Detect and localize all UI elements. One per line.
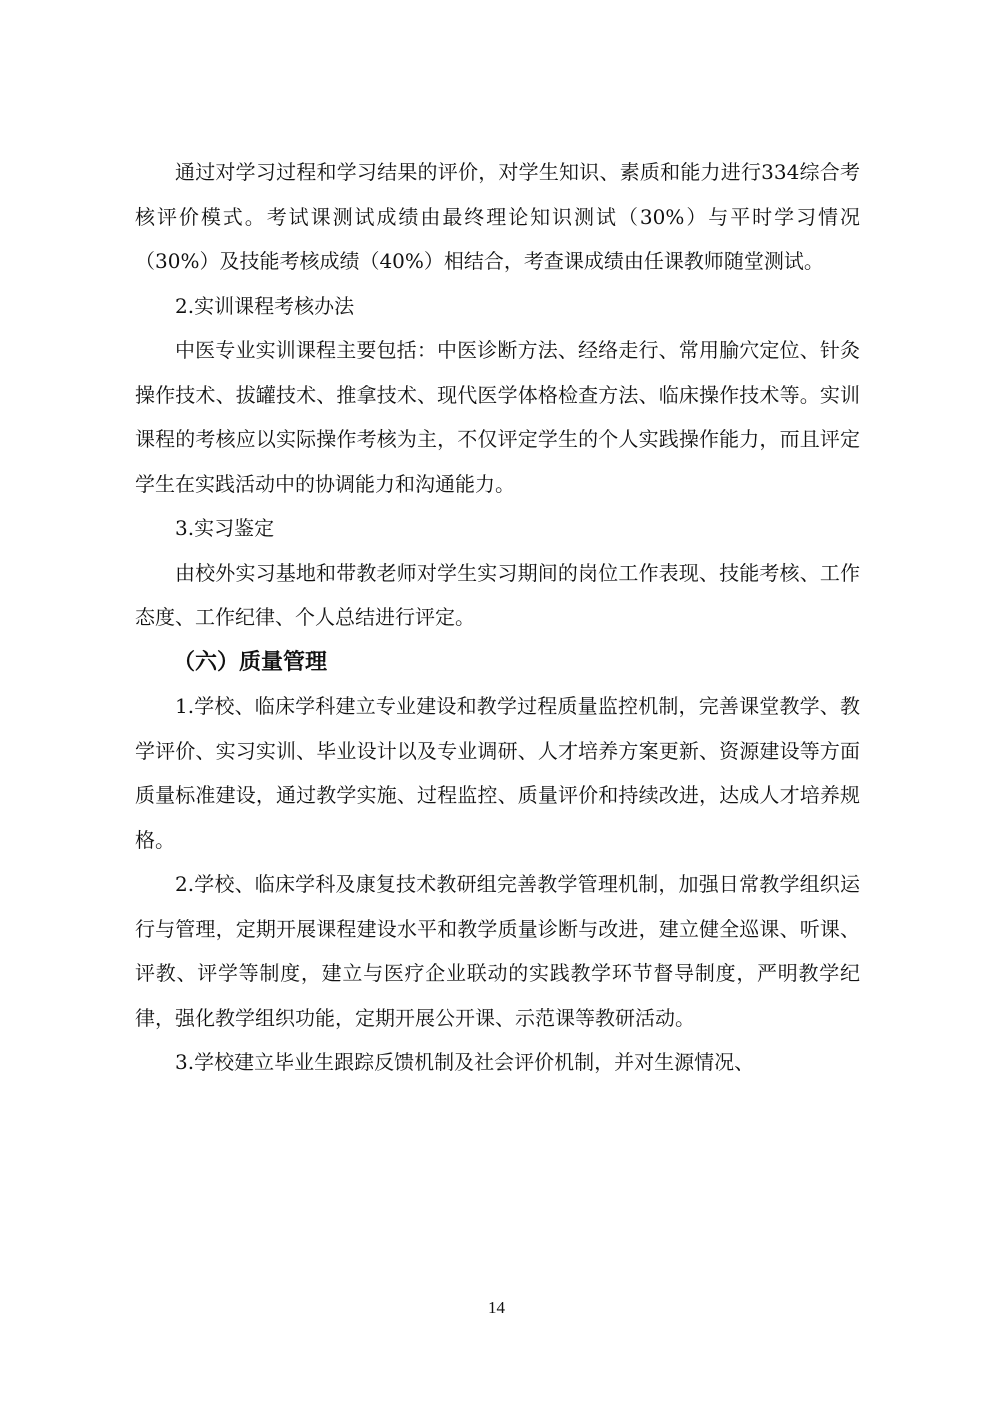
- section-heading-quality-management: （六）质量管理: [173, 648, 328, 675]
- paragraph-quality-item-3: 3.学校建立毕业生跟踪反馈机制及社会评价机制，并对生源情况、: [175, 1050, 755, 1074]
- paragraph-quality-item-2: 2.学校、临床学科及康复技术教研组完善教学管理机制，加强日常教学组织运行与管理，定期开展课程建设水平和教学质量诊断与改进，建立健全巡课、听课、评教、评学等制度，建立与医疗企业联动的实践教学环节督导制度，严明教学纪律，强化教学组织功能，定期开展公开课、示范课等教研活动。: [135, 872, 860, 1030]
- paragraph-quality-item-1: 1.学校、临床学科建立专业建设和教学过程质量监控机制，完善课堂教学、教学评价、实习实训、毕业设计以及专业调研、人才培养方案更新、资源建设等方面质量标准建设，通过教学实施、过程监控、质量评价和持续改进，达成人才培养规格。: [135, 694, 860, 852]
- paragraph-assessment-mode: 通过对学习过程和学习结果的评价，对学生知识、素质和能力进行334综合考核评价模式。考试课测试成绩由最终理论知识测试（30%）与平时学习情况（30%）及技能考核成绩（40%）相结合，考查课成绩由任课教师随堂测试。: [135, 160, 860, 273]
- paragraph-internship-appraisal: 由校外实习基地和带教老师对学生实习期间的岗位工作表现、技能考核、工作态度、工作纪律、个人总结进行评定。: [135, 560, 860, 629]
- page-number: 14: [488, 1298, 505, 1317]
- paragraph-practical-courses: 中医专业实训课程主要包括：中医诊断方法、经络走行、常用腧穴定位、针灸操作技术、拔罐技术、推拿技术、现代医学体格检查方法、临床操作技术等。实训课程的考核应以实际操作考核为主，不仅评定学生的个人实践操作能力，而且评定学生在实践活动中的协调能力和沟通能力。: [135, 338, 860, 496]
- page-body: [135, 150, 860, 1085]
- subheading-practical-course-assessment: 2.实训课程考核办法: [175, 293, 355, 318]
- subheading-internship-appraisal: 3.实习鉴定: [175, 516, 275, 540]
